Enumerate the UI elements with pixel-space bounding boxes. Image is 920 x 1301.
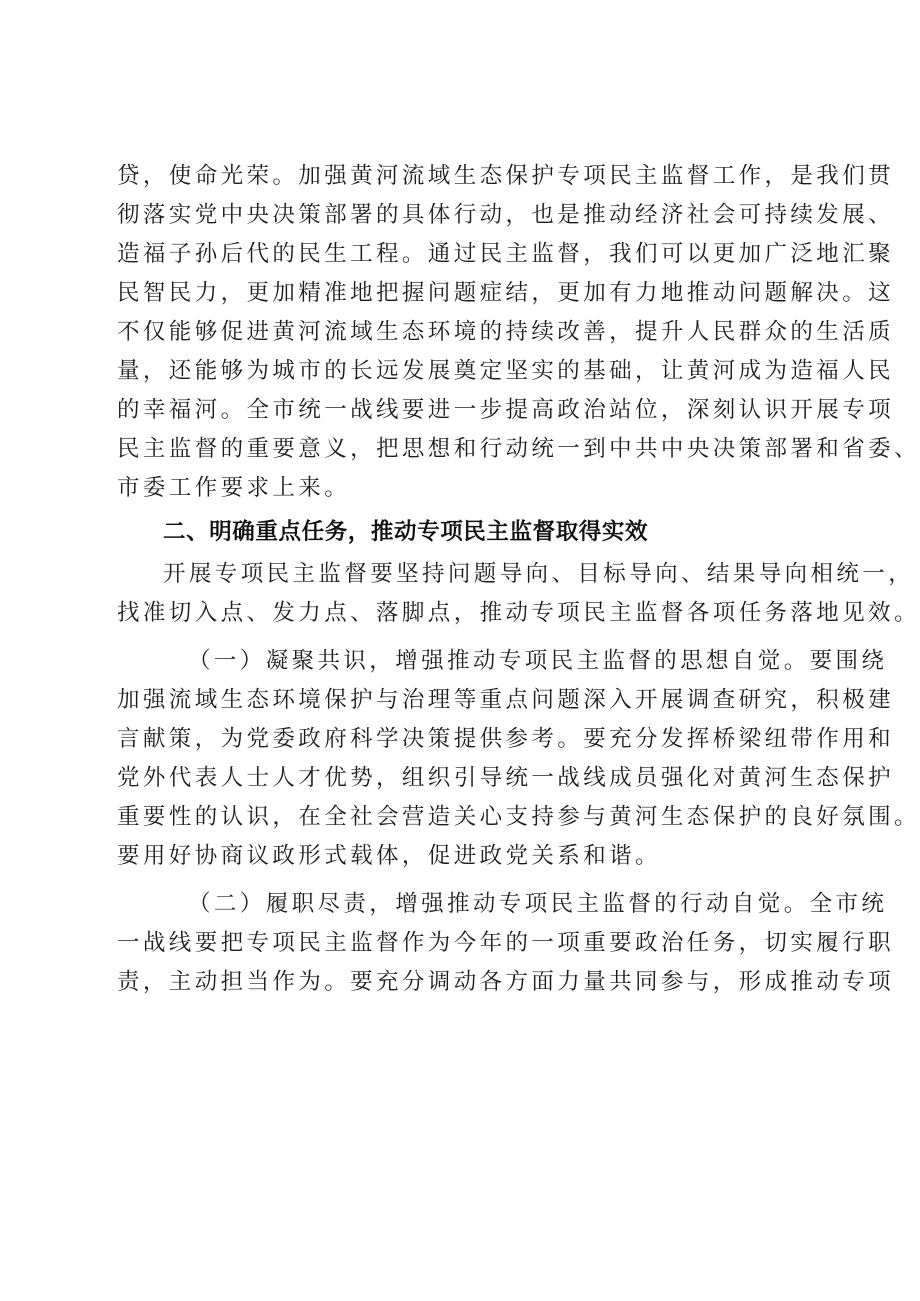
paragraph-line: 量，还能够为城市的长远发展奠定坚实的基础，让黄河成为造福人民 xyxy=(117,358,895,384)
paragraph-line: 贷，使命光荣。加强黄河流域生态保护专项民主监督工作，是我们贯 xyxy=(117,163,895,189)
paragraph-1 xyxy=(117,157,920,508)
paragraph-line: 责，主动担当作为。要充分调动各方面力量共同参与，形成推动专项 xyxy=(117,969,895,995)
paragraph-line: 一战线要把专项民主监督作为今年的一项重要政治任务，切实履行职 xyxy=(117,930,895,956)
paragraph-spacer xyxy=(117,633,817,642)
paragraph-2 xyxy=(117,555,920,633)
paragraph-line: 造福子孙后代的民生工程。通过民主监督，我们可以更加广泛地汇聚 xyxy=(117,241,895,267)
paragraph-line: 重要性的认识，在全社会营造关心支持参与黄河生态保护的良好氛围。 xyxy=(117,804,920,830)
paragraph-line: 彻落实党中央决策部署的具体行动，也是推动经济社会可持续发展、 xyxy=(117,202,895,228)
paragraph-line: 开展专项民主监督要坚持问题导向、目标导向、结果导向相统一， xyxy=(163,561,915,587)
paragraph-line: 要用好协商议政形式载体，促进政党关系和谐。 xyxy=(117,843,661,869)
paragraph-spacer xyxy=(117,876,817,885)
paragraph-line: 市委工作要求上来。 xyxy=(117,475,351,501)
paragraph-line: 加强流域生态环境保护与治理等重点问题深入开展调查研究，积极建 xyxy=(117,687,895,713)
paragraph-line: 找准切入点、发力点、落脚点，推动专项民主监督各项任务落地见效。 xyxy=(117,600,920,626)
section-heading: 二、明确重点任务，推动专项民主监督取得实效 xyxy=(163,519,649,545)
paragraph-3 xyxy=(117,642,920,876)
paragraph-4 xyxy=(117,885,895,1002)
paragraph-line: 不仅能够促进黄河流域生态环境的持续改善，提升人民群众的生活质 xyxy=(117,319,895,345)
paragraph-line: 民主监督的重要意义，把思想和行动统一到中共中央决策部署和省委、 xyxy=(117,436,920,462)
paragraph-line: 民智民力，更加精准地把握问题症结，更加有力地推动问题解决。这 xyxy=(117,280,895,306)
paragraph-line: 言献策，为党委政府科学决策提供参考。要充分发挥桥梁纽带作用和 xyxy=(117,726,895,752)
paragraph-line: （一）凝聚共识，增强推动专项民主监督的思想自觉。要围绕 xyxy=(188,648,888,674)
paragraph-line: 党外代表人士人才优势，组织引导统一战线成员强化对黄河生态保护 xyxy=(117,765,895,791)
document-body xyxy=(117,157,920,1002)
paragraph-line: 的幸福河。全市统一战线要进一步提高政治站位，深刻认识开展专项 xyxy=(117,397,895,423)
paragraph-line: （二）履职尽责，增强推动专项民主监督的行动自觉。全市统 xyxy=(188,891,888,917)
